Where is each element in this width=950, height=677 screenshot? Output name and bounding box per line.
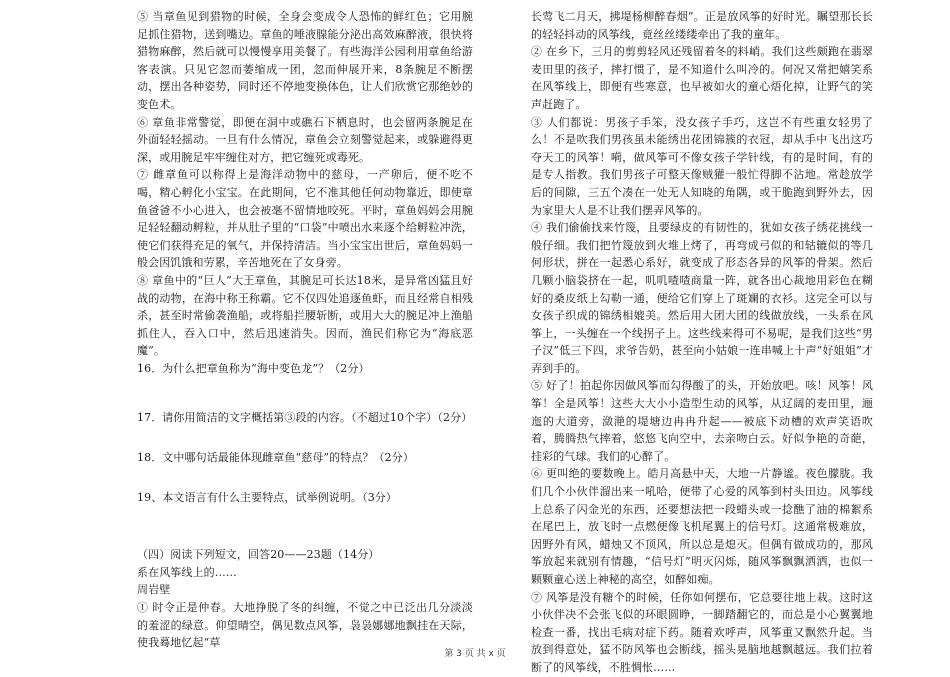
question-18: 18．文中哪句话最能体现雌章鱼“慈母”的特点？（2分） <box>137 451 414 465</box>
question-19: 19、本文语言有什么主要特点，试举例说明。（3分） <box>137 490 397 504</box>
question-17: 17．请你用简洁的文字概括第③段的内容。（不超过10个字）（2分） <box>137 411 473 425</box>
left-column <box>137 8 473 652</box>
article-paragraph-7: ⑦ 风筝是没有糖个的时候，任你如何摆布，它总要往地上栽。这时这小伙伴决不会张飞似的环眼圆睁，一脚踏翻它的，而总是小心翼翼地检查一番，找出毛病对症下药。随着欢呼声，风筝重又飘然升起。当放到得意处，猛不防风筝也会断线，摇头晃脑地越飘越远。我们拉着断了的风筝线，不胜惆怅…… <box>531 590 873 674</box>
answer-space-18[interactable] <box>137 467 473 489</box>
article-paragraph-4: ④ 我们偷偷找来竹篾，且要绿皮的有韧性的，犹如女孩子绣花挑线一般仔细。我们把竹篾放到火堆上烤了，再弯成弓似的和轱辘似的等几何形状，拼在一起悉心系好，就变成了形态各异的风筝的骨架。然后几颗小脑袋挤在一起，叽叽喳喳商量一阵，就各出心裁地用彩色在糊好的桑皮纸上勾勒一通，便给它们穿上了斑斓的衣衫。这完全可以与女孩子织成的锦绣相媲美。然后用大团大团的线做放线，一头系在风筝上，一头缠在一个线拐子上。这些线来得可不易呢，是我们这些“男子汉”低三下四，求爷告奶，甚至向小姑娘一连串喊上十声“好姐姐”才弄到手的。 <box>531 221 873 375</box>
page-footer: 第 3 页 共 x 页 <box>444 649 506 659</box>
article-paragraph-3: ③ 人们都说：男孩子手笨，没女孩子手巧，这岂不有些重女轻男了么！不是吹我们男孩虽未能绣出花团锦簇的衣冠，却从手中飞出这巧夺天工的风筝！嗬，做风筝可不像女孩子学针线，有的是时间，有的是专人指教。我们男孩子可整天像贼獾一般忙得脚不沾地。常趁放学后的间隙，三五个凑在一处无人知晓的角隅，或干脆跑到野外去，因为家里大人是不让我们摆弄风筝的。 <box>531 115 873 217</box>
article-paragraph-1: ① 时令正是仲春。大地挣脱了冬的纠缠，不觉之中已泛出几分淡淡的羞涩的绿意。仰望晴空，偶见数点风筝，袅袅娜娜地飘挂在天际，使我蓦地忆起“草 <box>137 601 473 650</box>
right-column <box>531 8 873 677</box>
paragraph-6: ⑥ 章鱼非常警觉，即便在洞中或礁石下栖息时，也会留两条腕足在外面轻轻摇动。一旦有什么情况，章鱼会立刻警觉起来，或躲避得更深，或用腕足牢牢缠住对方，把它缠死或毒死。 <box>137 115 473 164</box>
answer-space-16[interactable] <box>137 377 473 409</box>
answer-space-17[interactable] <box>137 427 473 449</box>
paragraph-7: ⑦ 雌章鱼可以称得上是海洋动物中的慈母，一产卵后，便不吃不喝，精心孵化小宝宝。在此期间，它不准其他任何动物靠近，即使章鱼爸爸不小心进入，也会被毫不留情地咬死。平时，章鱼妈妈会用腕足轻轻翻动孵粒，并从肚子里的“口袋”中喷出水来逐个给孵粒冲洗，使它们获得充足的氧气，并保持清洁。当小宝宝出世后，章鱼妈妈一般会因饥饿和劳累，辛苦地死在了女身旁。 <box>137 168 473 270</box>
article-title: 系在风筝线上的…… <box>137 565 237 579</box>
article-paragraph-2: ② 在乡下，三月的剪剪轻风还残留着冬的料峭。我们这些颇跑在翡翠麦田里的孩子，摔打惯了，是不知道什么叫冷的。何况又常把嬉笑系在风筝线上，即便有些寒意，也早被如火的童心焐化掉，让野气的笑声赶跑了。 <box>531 45 873 111</box>
question-16: 16．为什么把章鱼称为“海中变色龙”？（2分） <box>137 361 370 375</box>
article-paragraph-5: ⑤ 好了！拍起你因做风筝而勾得酸了的头，开始放吧。咳！风筝！风筝！全是风筝！这些大大小小造型生动的风筝，从辽阔的麦田里，逦迤的大道旁，潋滟的堤塘边冉冉升起——被底下动槽的欢声笑语吹着，腾腾热气摔着，悠悠飞向空中，去亲吻白云。好似争艳的奇葩，挂彩的气球。我们的心醉了。 <box>531 379 873 463</box>
article-paragraph-1-cont: 长莺飞二月天，拂堤杨柳醉春烟”。正是放风筝的好时光。瞩望那长长的轻轻抖动的风筝线，竟丝丝缕缕牵出了我的童年。 <box>531 10 873 41</box>
section-heading: （四）阅读下列短文，回答20——23题（14分） <box>137 548 380 562</box>
paragraph-5: ⑤ 当章鱼见到猎物的时候，全身会变成令人恐怖的鲜红色；它用腕足抓住猎物，送到嘴边。章鱼的唾液腺能分泌出高效麻醉液，很快将猎物麻醉，然后就可以慢慢享用美餐了。有些海洋公园利用章鱼给游客表演。只见它忽而萎缩成一团，忽而伸展开来，8条腕足不断摆动，摆出各种姿势，同时还不停地变换体色，让人们欣赏它那绝妙的变色术。 <box>137 10 473 111</box>
article-author: 周岩壁 <box>137 583 171 597</box>
answer-space-19[interactable] <box>137 506 473 546</box>
paragraph-8: ⑧ 章鱼中的“巨人”大王章鱼，其腕足可长达18米，是异常凶猛且好战的动物，在海中称王称霸。它不仅四处追逐鱼虾，而且经常自相残杀，甚至时常偷袭渔船，或将船拦腰斩断，或用大大的腕足冲上渔船抓住人，吞入口中，然后迅速消失。因而，渔民们称它为“海底恶魔”。 <box>137 273 473 358</box>
article-paragraph-6: ⑥ 更叫绝的要数晚上。皓月高悬中天，大地一片静谧。夜色朦胧。我们几个小伙伴溜出来一吼哈，便带了心爱的风筝到村头田边。风筝线上总系了闪金光的东西，还要想法把一段蜡头或一捻醮了油的棉絮系在尾巴上，放飞时一点燃便像飞机尾翼上的信号灯。这通常极难放，因野外有风，蜡烛又不顶风，所以总是熄灭。但偶有做成功的，那风筝放起来就别有情趣，“信号灯”明灭闪烁，随风筝飘飘洒洒，也似一颗颗童心送上神秘的高空，如醉如痴。 <box>531 467 873 586</box>
